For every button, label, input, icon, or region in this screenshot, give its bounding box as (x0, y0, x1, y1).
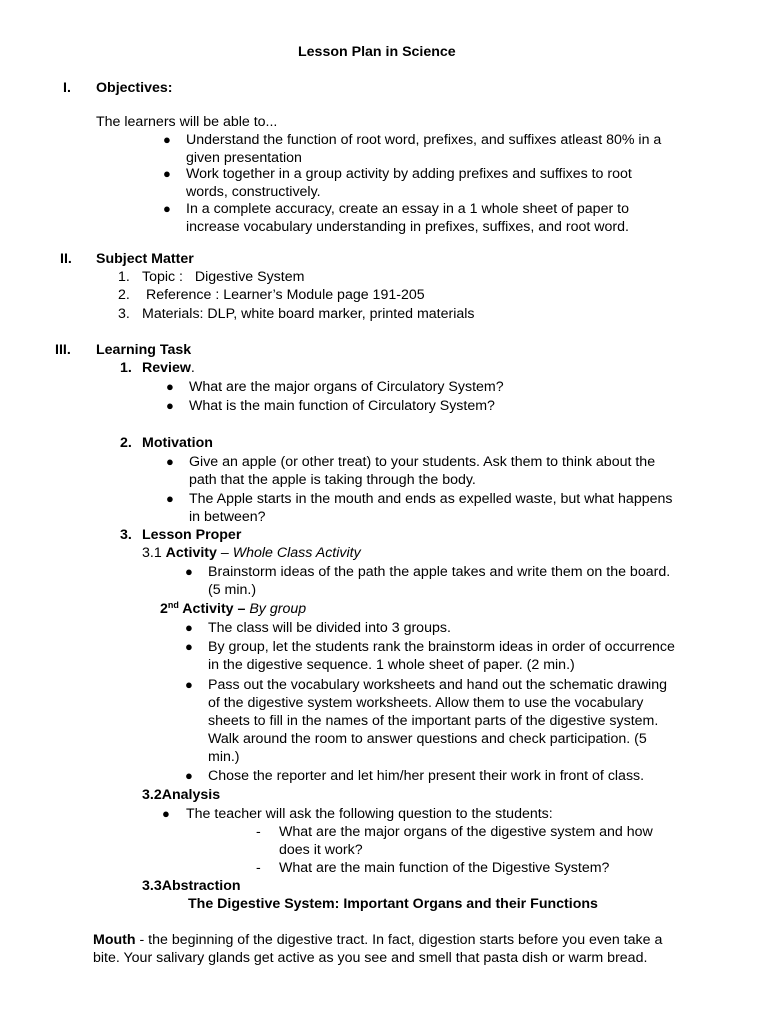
activity-1-number: 3.1 (142, 545, 166, 561)
objective-line: increase vocabulary understanding in prefixes, suffixes, and root word. (186, 219, 629, 235)
bullet-icon: ● (166, 454, 174, 469)
motivation-item (189, 453, 655, 489)
objective-line: In a complete accuracy, create an essay in a 1 whole sheet of paper to (186, 201, 629, 217)
analysis-intro: The teacher will ask the following question to the students: (186, 806, 553, 822)
analysis-question-line: What are the major organs of the digestive system and how (279, 824, 653, 840)
motivation-number: 2. (120, 435, 132, 451)
review-heading (142, 359, 195, 377)
objective-line: given presentation (186, 150, 302, 166)
analysis-label: Analysis (161, 787, 221, 803)
activity-1-line: (5 min.) (208, 582, 257, 598)
analysis-question: What are the main function of the Digestive System? (279, 860, 610, 876)
analysis-question (279, 823, 653, 859)
objective-line: Work together in a group activity by adding prefixes and suffixes to root (186, 166, 632, 182)
bullet-icon: ● (185, 677, 193, 692)
lesson-proper-number: 3. (120, 527, 132, 543)
objective-item (186, 131, 661, 167)
motivation-line: in between? (189, 509, 266, 525)
bullet-icon: ● (185, 564, 193, 579)
bullet-icon: ● (163, 132, 171, 147)
section-number-subject: II. (60, 251, 72, 267)
mouth-term: Mouth (93, 932, 136, 948)
objectives-intro: The learners will be able to... (96, 114, 278, 130)
activity-2-heading (160, 600, 306, 618)
review-number: 1. (120, 360, 132, 376)
abstraction-label: Abstraction (161, 878, 241, 894)
subject-item-materials: Materials: DLP, white board marker, printed materials (142, 306, 475, 322)
bullet-icon: ● (166, 398, 174, 413)
review-period: . (190, 360, 195, 376)
objective-line: words, constructively. (186, 184, 321, 200)
bullet-icon: ● (185, 620, 193, 635)
activity-2-line: Walk around the room to answer questions and check participation. (5 (208, 731, 647, 747)
learning-heading: Learning Task (96, 342, 192, 358)
activity-1-dash: – (216, 545, 233, 561)
bullet-icon: ● (185, 639, 193, 654)
objective-item (186, 200, 629, 236)
abstraction-number: 3.3 (142, 878, 162, 894)
subject-heading: Subject Matter (96, 251, 194, 267)
activity-2-item: The class will be divided into 3 groups. (208, 620, 451, 636)
bullet-icon: ● (166, 379, 174, 394)
mouth-line: - the beginning of the digestive tract. In fact, digestion starts before you even take a (135, 932, 663, 948)
bullet-icon: ● (185, 768, 193, 783)
subject-item-topic: Topic : Digestive System (142, 269, 305, 285)
objectives-heading: Objectives: (96, 80, 173, 96)
motivation-heading: Motivation (142, 435, 213, 451)
bullet-icon: ● (163, 166, 171, 181)
subject-item-number: 3. (118, 306, 130, 322)
activity-2-line: Pass out the vocabulary worksheets and hand out the schematic drawing (208, 677, 667, 693)
activity-2-item (208, 638, 675, 674)
abstraction-subtitle: The Digestive System: Important Organs and their Functions (188, 896, 598, 912)
review-question: What is the main function of Circulatory System? (189, 398, 495, 414)
activity-1-desc: Whole Class Activity (232, 545, 361, 561)
lesson-proper-heading: Lesson Proper (142, 527, 242, 543)
dash-marker: - (256, 860, 261, 876)
mouth-paragraph (93, 931, 662, 949)
activity-2-label: Activity – (178, 601, 246, 617)
dash-marker: - (256, 824, 261, 840)
motivation-line: Give an apple (or other treat) to your students. Ask them to think about the (189, 454, 656, 470)
mouth-line: bite. Your salivary glands get active as you see and smell that pasta dish or warm bread. (93, 950, 648, 966)
objective-line: Understand the function of root word, prefixes, and suffixes atleast 80% in a (186, 132, 662, 148)
subject-item-reference: Reference : Learner’s Module page 191-205 (142, 287, 425, 303)
analysis-question-line: does it work? (279, 842, 363, 858)
activity-2-ordinal: nd (167, 600, 179, 610)
activity-2-item: Chose the reporter and let him/her present their work in front of class. (208, 768, 645, 784)
bullet-icon: ● (163, 201, 171, 216)
activity-2-item (208, 676, 667, 766)
motivation-line: path that the apple is taking through the body. (189, 472, 476, 488)
activity-1-item (208, 563, 670, 599)
abstraction-heading (142, 877, 241, 895)
subject-item-number: 1. (118, 269, 130, 285)
review-label: Review (142, 360, 191, 376)
activity-1-label: Activity (165, 545, 217, 561)
motivation-line: The Apple starts in the mouth and ends as expelled waste, but what happens (189, 491, 673, 507)
bullet-icon: ● (166, 491, 174, 506)
section-number-learning: III. (55, 342, 71, 358)
activity-1-heading (142, 544, 361, 562)
activity-2-line: in the digestive sequence. 1 whole sheet of paper. (2 min.) (208, 657, 575, 673)
activity-2-line: min.) (208, 749, 240, 765)
activity-2-desc: By group (245, 601, 307, 617)
page-title: Lesson Plan in Science (298, 44, 456, 60)
bullet-icon: ● (162, 806, 170, 821)
activity-2-line: By group, let the students rank the brainstorm ideas in order of occurrence (208, 639, 675, 655)
analysis-heading (142, 786, 220, 804)
review-question: What are the major organs of Circulatory System? (189, 379, 504, 395)
activity-2-line: of the digestive system worksheets. Allow them to use the vocabulary (208, 695, 644, 711)
analysis-number: 3.2 (142, 787, 162, 803)
activity-1-line: Brainstorm ideas of the path the apple takes and write them on the board. (208, 564, 671, 580)
section-number-objectives: I. (63, 80, 71, 96)
objective-item (186, 165, 632, 201)
activity-2-number: 2 (160, 601, 168, 617)
subject-item-number: 2. (118, 287, 130, 303)
motivation-item (189, 490, 672, 526)
activity-2-line: sheets to fill in the names of the important parts of the digestive system. (208, 713, 659, 729)
